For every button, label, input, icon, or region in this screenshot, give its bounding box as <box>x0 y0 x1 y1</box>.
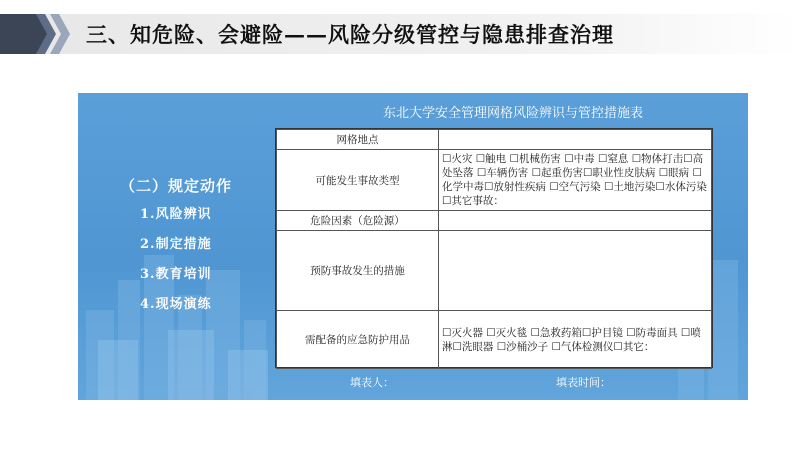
rules-column <box>78 93 278 400</box>
table-row <box>277 150 712 211</box>
step-item: 3.教育培训 <box>140 267 212 282</box>
content-panel <box>78 93 748 400</box>
grid-location-field[interactable] <box>439 130 712 150</box>
row-label: 预防事故发生的措施 <box>277 231 439 311</box>
accident-type-checklist[interactable]: ☐火灾 ☐触电 ☐机械伤害 ☐中毒 ☐窒息 ☐物体打击☐高处坠落 ☐车辆伤害 ☐起重伤害☐职业性皮肤病 ☐眼病 ☐化学中毒☐放射性疾病 ☐空气污染 ☐土地污染☐水体污染 ☐其它事故： <box>439 150 712 211</box>
row-label: 危险因素（危险源） <box>277 211 439 231</box>
risk-form-table <box>276 129 712 369</box>
slide-header <box>0 0 800 64</box>
table-row <box>277 311 712 369</box>
prevention-measures-field[interactable] <box>439 231 712 311</box>
row-label: 可能发生事故类型 <box>277 150 439 211</box>
emergency-equipment-checklist[interactable]: ☐灭火器 ☐灭火毯 ☐急救药箱☐护目镜 ☐防毒面具 ☐喷淋☐洗眼器 ☐沙桶沙子 ☐气体检测仪☐其它： <box>439 311 712 369</box>
date-label: 填表时间： <box>556 376 611 389</box>
step-item: 1.风险辨识 <box>140 207 212 222</box>
slide-title: 三、知危险、会避险——风险分级管控与隐患排查治理 <box>86 22 614 47</box>
row-label: 需配备的应急防护用品 <box>277 311 439 369</box>
row-label: 网格地点 <box>277 130 439 150</box>
table-row <box>277 211 712 231</box>
step-item: 2.制定措施 <box>140 237 212 252</box>
form-title: 东北大学安全管理网格风险辨识与管控措施表 <box>382 106 643 121</box>
filler-label: 填表人： <box>350 376 394 389</box>
hazard-factors-field[interactable] <box>439 211 712 231</box>
steps-list <box>140 205 212 325</box>
risk-form <box>275 128 713 368</box>
table-row <box>277 130 712 150</box>
step-item: 4.现场演练 <box>140 297 212 312</box>
table-row <box>277 231 712 311</box>
section-title: （二）规定动作 <box>120 177 233 195</box>
